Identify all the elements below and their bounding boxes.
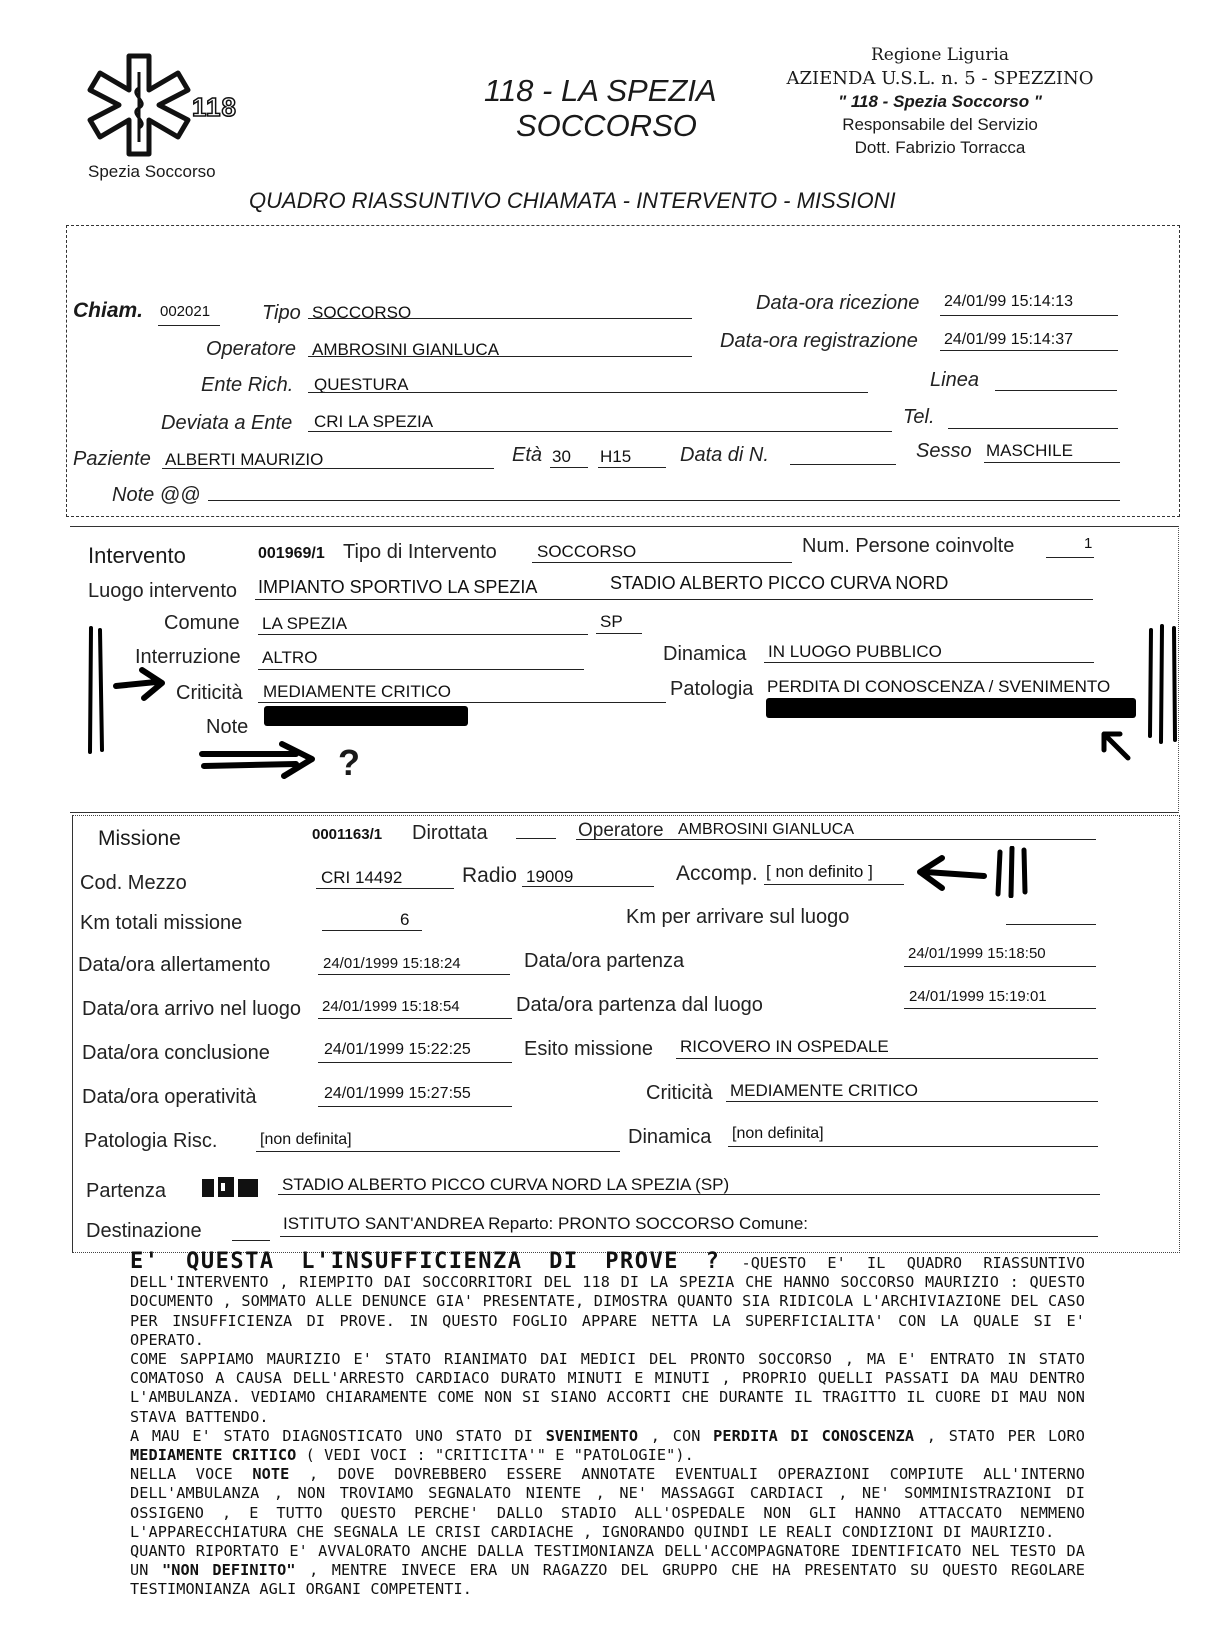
partenza2-value: STADIO ALBERTO PICCO CURVA NORD LA SPEZIA (SP) bbox=[282, 1175, 730, 1194]
form-title: QUADRO RIASSUNTIVO CHIAMATA - INTERVENTO - MISSIONI bbox=[249, 188, 896, 213]
paziente-label: Paziente bbox=[73, 448, 151, 470]
persone-value: 1 bbox=[1084, 535, 1093, 552]
question-mark: ? bbox=[338, 742, 360, 783]
commentary-paragraph bbox=[130, 1249, 1085, 1350]
mezzo-label: Cod. Mezzo bbox=[80, 872, 187, 894]
note-label: Note @@ bbox=[112, 484, 201, 506]
criticita-value: MEDIAMENTE CRITICO bbox=[263, 682, 451, 701]
allertamento-label: Data/ora allertamento bbox=[78, 954, 271, 976]
authority-line: " 118 - Spezia Soccorso " bbox=[838, 92, 1042, 111]
luogo-value-2: STADIO ALBERTO PICCO CURVA NORD bbox=[610, 573, 949, 593]
conclusione-value: 24/01/1999 15:22:25 bbox=[324, 1041, 471, 1058]
commentary-text: , CON bbox=[638, 1426, 714, 1445]
radio-label: Radio bbox=[462, 864, 517, 887]
missione-criticita-value: MEDIAMENTE CRITICO bbox=[730, 1081, 918, 1100]
bracket-right-icon bbox=[1146, 624, 1182, 749]
logo-caption: Spezia Soccorso bbox=[88, 162, 216, 181]
destinazione-value: ISTITUTO SANT'ANDREA Reparto: PRONTO SOCCORSO Comune: bbox=[283, 1214, 809, 1233]
intervento-tipo-value: SOCCORSO bbox=[537, 542, 637, 561]
commentary-emphasis: PERDITA DI CONOSCENZA bbox=[713, 1426, 915, 1445]
conclusione-label: Data/ora conclusione bbox=[82, 1042, 270, 1064]
allertamento-value: 24/01/1999 15:18:24 bbox=[323, 955, 461, 972]
header-title-line1: 118 - LA SPEZIA bbox=[484, 73, 717, 108]
operativita-value: 24/01/1999 15:27:55 bbox=[324, 1085, 471, 1102]
registrazione-label: Data-ora registrazione bbox=[720, 330, 918, 352]
patologia-risc-value: [non definita] bbox=[260, 1131, 352, 1148]
accomp-value: [ non definito ] bbox=[766, 862, 873, 881]
destinazione-label: Destinazione bbox=[86, 1220, 202, 1242]
partenza2-label: Partenza bbox=[86, 1180, 167, 1202]
authority-line: Responsabile del Servizio bbox=[842, 115, 1038, 134]
tipo-value: SOCCORSO bbox=[312, 303, 412, 322]
arrivo-value: 24/01/1999 15:18:54 bbox=[322, 998, 460, 1015]
authority-block bbox=[770, 44, 1110, 159]
commentary-emphasis: MEDIAMENTE CRITICO bbox=[130, 1446, 297, 1465]
missione-code: 0001163/1 bbox=[312, 826, 383, 843]
km-arrivo-label: Km per arrivare sul luogo bbox=[626, 906, 850, 928]
arrow-up-left-icon bbox=[1098, 728, 1134, 769]
operatore-value: AMBROSINI GIANLUCA bbox=[312, 340, 500, 359]
commentary-block bbox=[130, 1249, 1086, 1600]
commentary-text: A MAU E' STATO DIAGNOSTICATO UNO STATO DI bbox=[130, 1426, 546, 1445]
patologia-risc-label: Patologia Risc. bbox=[84, 1130, 218, 1152]
tipo-label: Tipo bbox=[262, 302, 301, 324]
ente-label: Ente Rich. bbox=[201, 374, 294, 396]
commentary-emphasis: NOTE bbox=[252, 1465, 290, 1484]
commentary-text: ( VEDI VOCI : "CRITICITA'" E "PATOLOGIE"). bbox=[296, 1446, 694, 1465]
eta-value: 30 bbox=[552, 447, 571, 466]
star-of-life-icon bbox=[84, 50, 194, 160]
paziente-value: ALBERTI MAURIZIO bbox=[165, 450, 324, 469]
commentary-emphasis: SVENIMENTO bbox=[545, 1426, 639, 1445]
partenza-stamp-icon bbox=[200, 1175, 262, 1204]
dirottata-label: Dirottata bbox=[412, 822, 488, 844]
commentary-headline: E' QUESTA L'INSUFFICIENZA DI PROVE ? bbox=[130, 1249, 721, 1274]
commentary-paragraph bbox=[130, 1542, 1085, 1600]
redaction-bar-right bbox=[766, 698, 1136, 718]
deviata-label: Deviata a Ente bbox=[161, 412, 293, 434]
missione-dinamica-value: [non definita] bbox=[732, 1125, 824, 1142]
luogo-label: Luogo intervento bbox=[88, 580, 238, 602]
commentary-text: , DOVE DOVREBBERO ESSERE ANNOTATE EVENTUALI OPERAZIONI COMPIUTE ALL'INTERNO DELL'AMBULANZA , NON TROVIAMO SEGNALATO NIENTE , NE' MASSAGGI CARDIACI , NE' SOMMINISTRAZIONI DI OSSIGENO , E TUTTO QUESTO PERCHE' DALLO STADIO ALL'OSPEDALE NON GLI HANNO ATTACCATO NEMMENO L'APPARECCHIATURA CHE SEGNALA LE CRISI CARDIACHE , IGNORANDO QUINDI LE REALI CONDIZIONI DI MAURIZIO. bbox=[130, 1465, 1085, 1541]
commentary-text: , STATO PER LORO bbox=[914, 1426, 1085, 1445]
authority-line: Regione Liguria bbox=[870, 45, 1010, 65]
bracket-accomp-icon bbox=[994, 846, 1034, 903]
intervento-note-label: Note bbox=[206, 716, 249, 738]
ricezione-label: Data-ora ricezione bbox=[756, 292, 920, 314]
provincia-value: SP bbox=[600, 612, 623, 631]
header-title-line2: SOCCORSO bbox=[516, 108, 697, 143]
dinamica-label: Dinamica bbox=[663, 643, 747, 665]
accomp-label: Accomp. bbox=[676, 862, 758, 885]
chiam-value: 002021 bbox=[160, 303, 211, 320]
commentary-paragraph bbox=[130, 1465, 1085, 1542]
eta-label: Età bbox=[512, 444, 543, 466]
intervento-tipo-label: Tipo di Intervento bbox=[343, 541, 497, 563]
commentary-text: NELLA VOCE bbox=[130, 1465, 253, 1484]
arrow-criticita-icon bbox=[112, 664, 170, 709]
criticita-label: Criticità bbox=[176, 682, 243, 704]
logo-number: 118 bbox=[192, 92, 237, 122]
intervento-code: 001969/1 bbox=[258, 545, 325, 562]
operativita-label: Data/ora operatività bbox=[82, 1086, 257, 1108]
commentary-paragraph bbox=[130, 1427, 1085, 1465]
patologia-value: PERDITA DI CONOSCENZA / SVENIMENTO bbox=[767, 677, 1111, 696]
authority-line: AZIENDA U.S.L. n. 5 - SPEZZINO bbox=[786, 68, 1094, 89]
esito-value: RICOVERO IN OSPEDALE bbox=[680, 1037, 889, 1056]
intervento-title: Intervento bbox=[88, 543, 186, 568]
ricezione-value: 24/01/99 15:14:13 bbox=[944, 293, 1074, 310]
interruzione-value: ALTRO bbox=[262, 648, 318, 667]
patologia-label: Patologia bbox=[670, 678, 754, 700]
commentary-emphasis: "NON DEFINITO" bbox=[161, 1561, 296, 1580]
arrivo-label: Data/ora arrivo nel luogo bbox=[82, 998, 302, 1020]
partenza-value: 24/01/1999 15:18:50 bbox=[908, 945, 1046, 962]
linea-label: Linea bbox=[930, 369, 979, 391]
data-nascita-label: Data di N. bbox=[680, 444, 769, 466]
ente-value: QUESTURA bbox=[314, 375, 409, 394]
operatore-label: Operatore bbox=[206, 338, 297, 360]
bracket-left-icon bbox=[86, 626, 110, 759]
tel-label: Tel. bbox=[903, 406, 935, 428]
radio-value: 19009 bbox=[526, 867, 574, 886]
partenza-luogo-label: Data/ora partenza dal luogo bbox=[516, 994, 763, 1016]
comune-label: Comune bbox=[164, 612, 240, 634]
mezzo-value: CRI 14492 bbox=[321, 868, 403, 887]
missione-dinamica-label: Dinamica bbox=[628, 1126, 712, 1148]
eta-h-value: H15 bbox=[600, 447, 632, 466]
registrazione-value: 24/01/99 15:14:37 bbox=[944, 331, 1074, 348]
luogo-value: IMPIANTO SPORTIVO LA SPEZIA bbox=[258, 577, 538, 597]
partenza-luogo-value: 24/01/1999 15:19:01 bbox=[909, 988, 1047, 1005]
km-value: 6 bbox=[400, 910, 410, 929]
logo bbox=[84, 50, 254, 190]
arrow-accomp-icon bbox=[912, 852, 988, 901]
commentary-text: , MENTRE INVECE ERA UN RAGAZZO DEL GRUPPO CHE HA PRESENTATO SU QUESTO REGOLARE TESTIMONIANZA AGLI ORGANI COMPETENTI. bbox=[130, 1561, 1086, 1599]
arrow-note-icon bbox=[198, 740, 318, 785]
esito-label: Esito missione bbox=[524, 1038, 653, 1060]
persone-label: Num. Persone coinvolte bbox=[802, 535, 1015, 557]
deviata-value: CRI LA SPEZIA bbox=[314, 412, 434, 431]
commentary-text: QUANTO RIPORTATO E' AVVALORATO ANCHE DALLA TESTIMONIANZA DELL'ACCOMPAGNATORE IDENTIFICATO NEL TESTO DA UN bbox=[130, 1542, 1085, 1580]
km-label: Km totali missione bbox=[80, 912, 243, 934]
missione-operatore-label: Operatore bbox=[578, 820, 664, 841]
missione-title: Missione bbox=[98, 827, 181, 850]
redaction-bar-left bbox=[264, 706, 468, 726]
chiam-label: Chiam. bbox=[73, 299, 144, 322]
comune-value: LA SPEZIA bbox=[262, 614, 348, 633]
partenza-label: Data/ora partenza bbox=[524, 950, 685, 972]
sesso-value: MASCHILE bbox=[986, 441, 1073, 460]
commentary-intro: -QUESTO E' IL QUADRO RIASSUNTIVO DELL'INTERVENTO , RIEMPITO DAI SOCCORRITORI DEL 118 DI LA SPEZIA CHE HANNO SOCCORSO MAURIZIO : QUESTO DOCUMENTO , SOMMATO ALLE DENUNCE GIA' PRESENTATE, DIMOSTRA QUANTO SIA RIDICOLA L'ARCHIVIAZIONE DEL CASO PER INSUFFICIENZA DI PROVE. IN QUESTO FOGLIO APPARE NETTA LA SUPERFICIALITA' CON LA QUALE SI E' OPERATO. bbox=[130, 1254, 1085, 1349]
interruzione-label: Interruzione bbox=[135, 646, 241, 668]
dinamica-value: IN LUOGO PUBBLICO bbox=[768, 642, 942, 661]
call-section bbox=[66, 225, 1180, 517]
authority-line: Dott. Fabrizio Torracca bbox=[854, 138, 1026, 157]
missione-criticita-label: Criticità bbox=[646, 1082, 713, 1104]
missione-operatore-value: AMBROSINI GIANLUCA bbox=[678, 821, 855, 838]
commentary-paragraph: COME SAPPIAMO MAURIZIO E' STATO RIANIMATO DAI MEDICI DEL PRONTO SOCCORSO , MA E' ENTRATO IN STATO COMATOSO A CAUSA DELL'ARRESTO CARDIACO DURATO MINUTI E MINUTI , PROPRIO QUELLI PASSATI DA MAU DENTRO L'AMBULANZA. VEDIAMO CHIARAMENTE COME NON SI SIANO ACCORTI CHE DURANTE IL TRAGITTO IL CUORE DI MAU NON STAVA BATTENDO. bbox=[130, 1350, 1085, 1426]
sesso-label: Sesso bbox=[916, 440, 972, 462]
